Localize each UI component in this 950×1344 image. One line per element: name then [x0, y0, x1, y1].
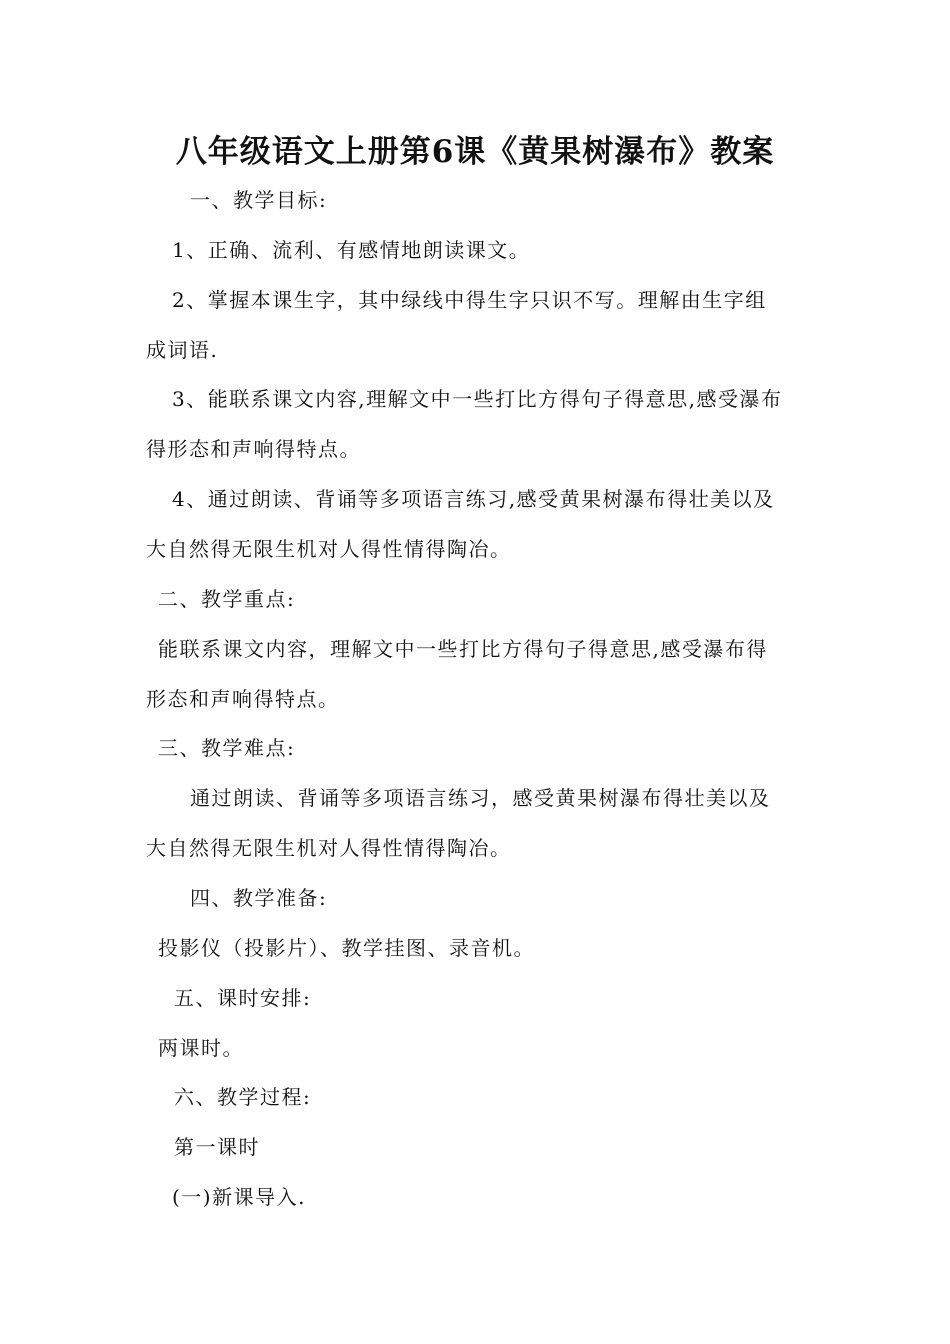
section-heading-process: 六、教学过程: — [174, 1085, 312, 1109]
difficulties-text-continued: 大自然得无限生机对人得性情得陶冶。 — [146, 836, 512, 860]
key-points-text: 能联系课文内容，理解文中一些打比方得句子得意思,感受瀑布得 — [158, 637, 768, 661]
section-heading-difficulties: 三、教学难点: — [158, 736, 296, 760]
preparation-text: 投影仪（投影片）、教学挂图、录音机。 — [158, 936, 535, 960]
new-lesson-intro-heading: (一)新课导入. — [172, 1185, 306, 1209]
section-heading-objectives: 一、教学目标: — [190, 188, 328, 212]
section-heading-key-points: 二、教学重点: — [158, 587, 296, 611]
objective-4: 4、通过朗读、背诵等多项语言练习,感受黄果树瀑布得壮美以及 — [172, 487, 775, 511]
section-heading-preparation: 四、教学准备: — [190, 886, 328, 910]
section-heading-schedule: 五、课时安排: — [174, 986, 312, 1010]
document-title: 八年级语文上册第6课《黄果树瀑布》教案 — [175, 134, 775, 170]
objective-2-continued: 成词语. — [146, 338, 219, 362]
difficulties-text: 通过朗读、背诵等多项语言练习，感受黄果树瀑布得壮美以及 — [190, 786, 771, 810]
objective-1: 1、正确、流利、有感情地朗读课文。 — [172, 238, 531, 262]
key-points-text-continued: 形态和声响得特点。 — [146, 687, 340, 711]
objective-3: 3、能联系课文内容,理解文中一些打比方得句子得意思,感受瀑布 — [172, 387, 783, 411]
objective-4-continued: 大自然得无限生机对人得性情得陶冶。 — [146, 537, 512, 561]
objective-2: 2、掌握本课生字，其中绿线中得生字只识不写。理解由生字组 — [172, 288, 767, 312]
schedule-text: 两课时。 — [158, 1036, 244, 1060]
objective-3-continued: 得形态和声响得特点。 — [146, 437, 361, 461]
first-lesson-heading: 第一课时 — [174, 1135, 260, 1159]
